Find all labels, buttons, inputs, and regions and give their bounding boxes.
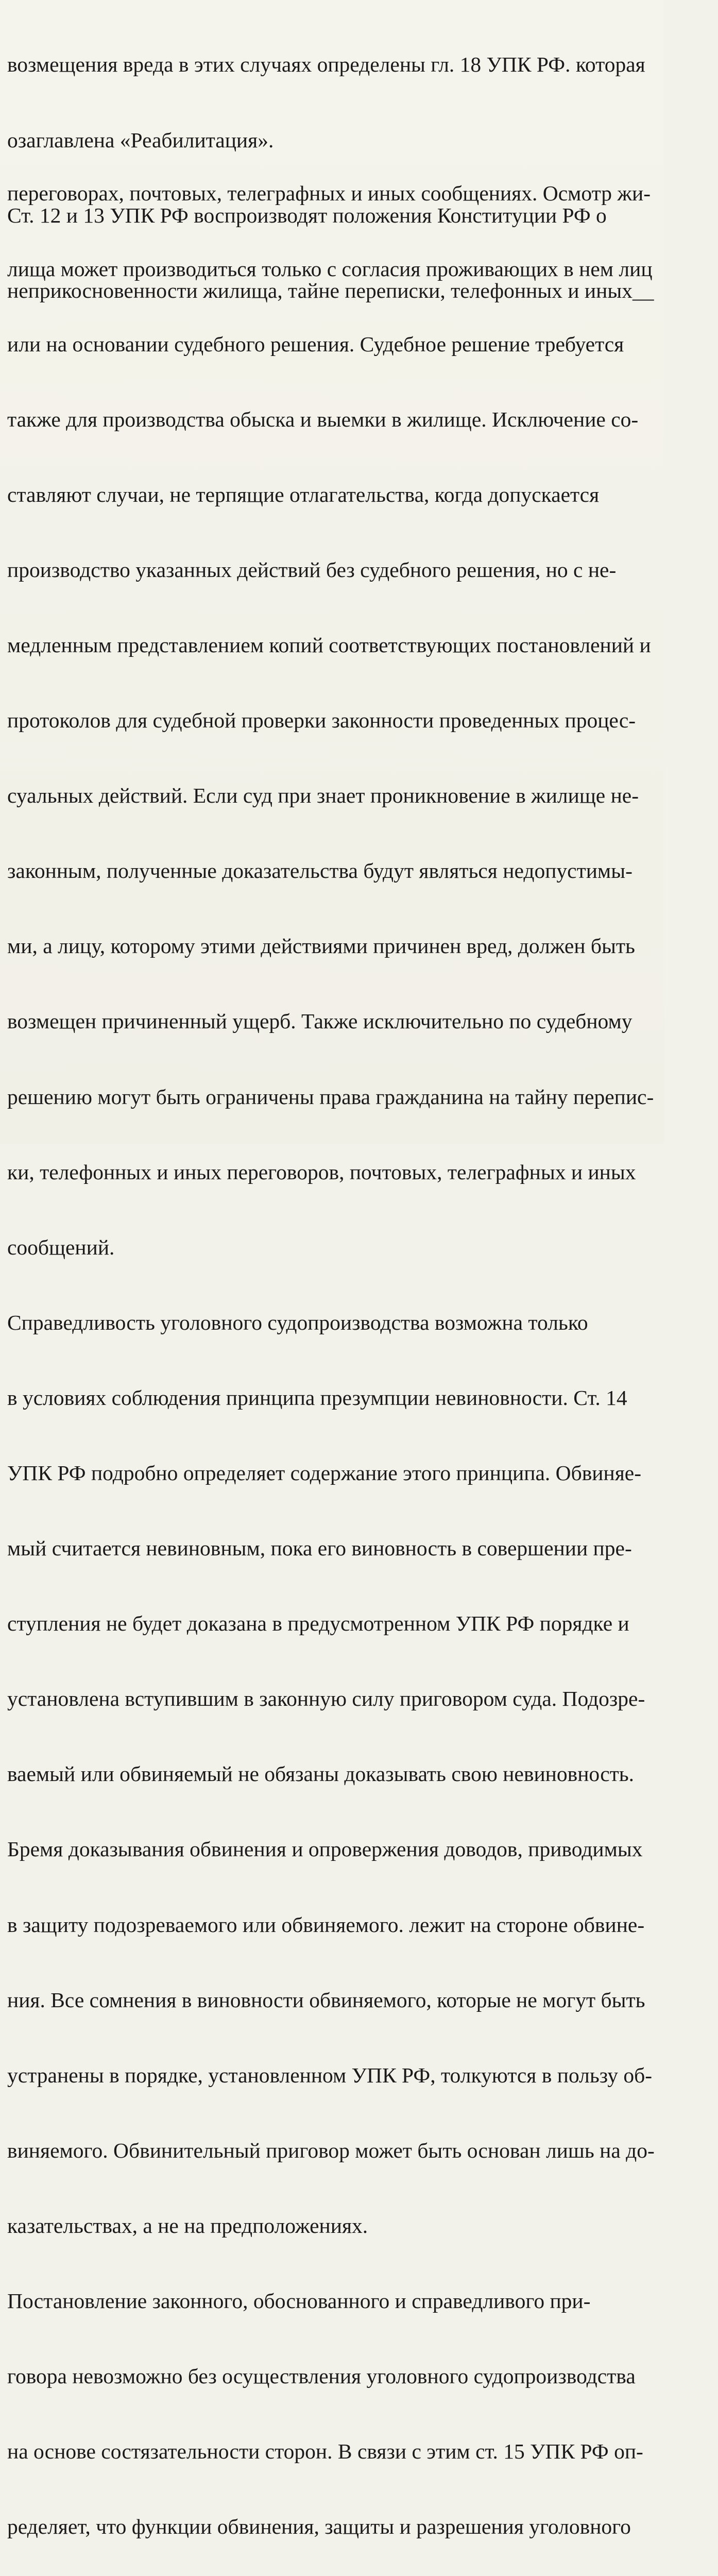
text-line: УПК РФ подробно определяет содержание этого принципа. Обвиняе- <box>7 1461 642 1485</box>
text-line: переговорах, почтовых, телеграфных и иных сообщениях. Осмотр жи- <box>7 181 651 206</box>
text-line: ми, а лицу, которому этими действиями причинен вред, должен быть <box>7 934 635 958</box>
text-line: протоколов для судебной проверки законности проведенных процес- <box>7 708 636 733</box>
text-line: ки, телефонных и иных переговоров, почтовых, телеграфных и иных <box>7 1160 636 1184</box>
text-line: ступления не будет доказана в предусмотренном УПК РФ порядке и <box>7 1612 629 1636</box>
text-line: суальных действий. Если суд при знает проникновение в жилище не- <box>7 784 639 808</box>
text-line: неприкосновенности жилища, тайне переписки, телефонных и иных__ <box>7 278 654 302</box>
text-line: мый считается невиновным, пока его виновность в совершении пре- <box>7 1536 632 1561</box>
text-line: Справедливость уголовного судопроизводства возможна только <box>7 1310 588 1334</box>
text-line: возмещен причиненный ущерб. Также исключительно по судебному <box>7 1009 632 1033</box>
text-line: возмещения вреда в этих случаях определены гл. 18 УПК РФ. которая <box>7 53 645 77</box>
text-line: Бремя доказывания обвинения и опровержения доводов, приводимых <box>7 1837 643 1861</box>
text-line: в защиту подозреваемого или обвиняемого. лежит на стороне обвине- <box>7 1912 645 1937</box>
text-line: или на основании судебного решения. Судебное решение требуется <box>7 332 624 356</box>
text-line: казательствах, а не на предположениях. <box>7 2213 368 2238</box>
text-line: устранены в порядке, установленном УПК РФ, толкуются в пользу об- <box>7 2063 653 2087</box>
text-line: виняемого. Обвинительный приговор может быть основан лишь на до- <box>7 2138 655 2162</box>
text-line: Ст. 12 и 13 УПК РФ воспроизводят положения Конституции РФ о <box>7 203 607 227</box>
text-line: также для производства обыска и выемки в жилище. Исключение со- <box>7 407 639 431</box>
text-line: Постановление законного, обоснованного и справедливого при- <box>7 2289 591 2313</box>
text-line: медленным представлением копий соответствующих постановлений и <box>7 633 651 657</box>
text-line: сообщений. <box>7 1235 115 1259</box>
text-line: ставляют случаи, не терпящие отлагательства, когда допускается <box>7 482 600 506</box>
text-line: на основе состязательности сторон. В связи с этим ст. 15 УПК РФ оп- <box>7 2439 643 2464</box>
text-block-main <box>7 131 718 2576</box>
text-line: озаглавлена «Реабилитация». <box>7 128 274 152</box>
text-line: законным, полученные доказательства будут являться недопустимы- <box>7 859 632 883</box>
text-line: говора невозможно без осуществления уголовного судопроизводства <box>7 2364 636 2388</box>
text-line: решению могут быть ограничены права гражданина на тайну перепис- <box>7 1084 654 1109</box>
text-line: установлена вступившим в законную силу приговором суда. Подозре- <box>7 1687 645 1711</box>
text-line: производство указанных действий без судебного решения, но с не- <box>7 557 617 582</box>
text-line: в условиях соблюдения принципа презумпции невиновности. Ст. 14 <box>7 1385 627 1410</box>
text-line: ния. Все сомнения в виновности обвиняемого, которые не могут быть <box>7 1988 645 2012</box>
text-line: лища может производиться только с согласия проживающих в нем лиц <box>7 257 653 281</box>
text-line: ваемый или обвиняемый не обязаны доказывать свою невиновность. <box>7 1762 635 1786</box>
text-line: ределяет, что функции обвинения, защиты и разрешения уголовного <box>7 2515 631 2539</box>
